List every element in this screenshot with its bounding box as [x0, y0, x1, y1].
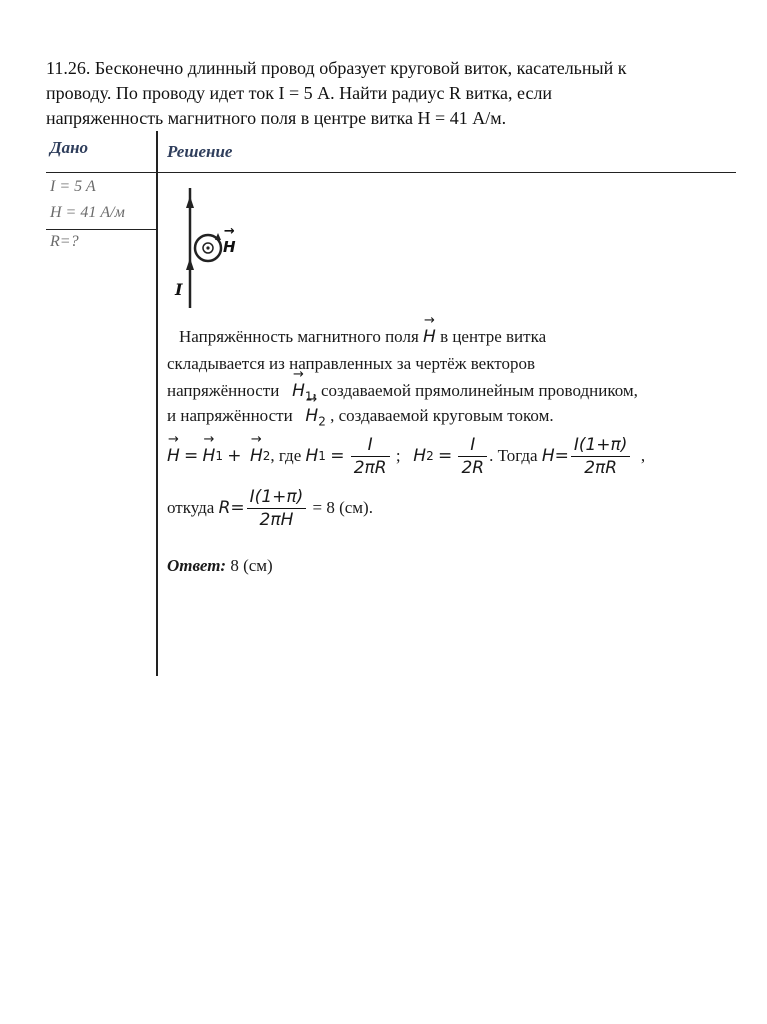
solution-line-2: складывается из направленных за чертёж векторов [167, 354, 535, 373]
figure-field-label: → H [223, 238, 236, 256]
solution-header: Решение [167, 142, 233, 161]
answer-line [167, 556, 273, 576]
equation-line: → H = → H 1 + → H 2 , где H 1 = $\frac{I}{2\pi R}$ ; H 2 = $\frac{I}{2R}$ . Тогда H= $\frac{I(1+\pi)}{2\pi R}$ , [167, 430, 645, 482]
given-unknown: R=? [50, 233, 79, 250]
table-vertical-divider [156, 131, 158, 676]
given-header: Дано [50, 138, 89, 157]
figure-current-label: I [175, 280, 183, 299]
vector-h1: → H [292, 381, 305, 401]
answer-value: 8 (см) [230, 556, 273, 575]
answer-label: Ответ: [167, 556, 227, 575]
vector-h2: → H [305, 406, 318, 426]
h1-fraction: $\frac{I}{2\pi R}$ [351, 434, 390, 479]
vector-h: → H [423, 327, 436, 347]
solution-line-4: и напряжённости → $H_2$ , создаваемой круговым током. [167, 406, 554, 428]
h-total-fraction: $\frac{I(1+\pi)}{2\pi R}$ [571, 434, 631, 479]
table-header-line [46, 172, 736, 173]
r-fraction: $\frac{I(1+\pi)}{2\pi H}$ [247, 486, 307, 531]
problem-statement [46, 56, 736, 131]
h2-fraction: $\frac{I}{2R}$ [458, 434, 487, 479]
problem-line-2: проводу. По проводу идет ток I = 5 А. Найти радиус R витка, если [46, 83, 553, 103]
solution-line-1: Напряжённость магнитного поля → H в центре витка [179, 327, 546, 347]
given-current: I = 5 A [50, 178, 96, 195]
given-separator-line [46, 229, 157, 230]
solution-line-3: напряжённости → $H_1$, создаваемой прямолинейным проводником, [167, 381, 638, 403]
problem-line-3: напряженность магнитного поля в центре витка H = 41 А/м. [46, 108, 507, 128]
problem-line-1: 11.26. Бесконечно длинный провод образует круговой виток, касательный к [46, 58, 627, 78]
result-line: откуда R= $\frac{I(1+\pi)}{2\pi H}$ = 8 (см). [167, 486, 373, 530]
given-field: H = 41 А/м [50, 204, 125, 221]
